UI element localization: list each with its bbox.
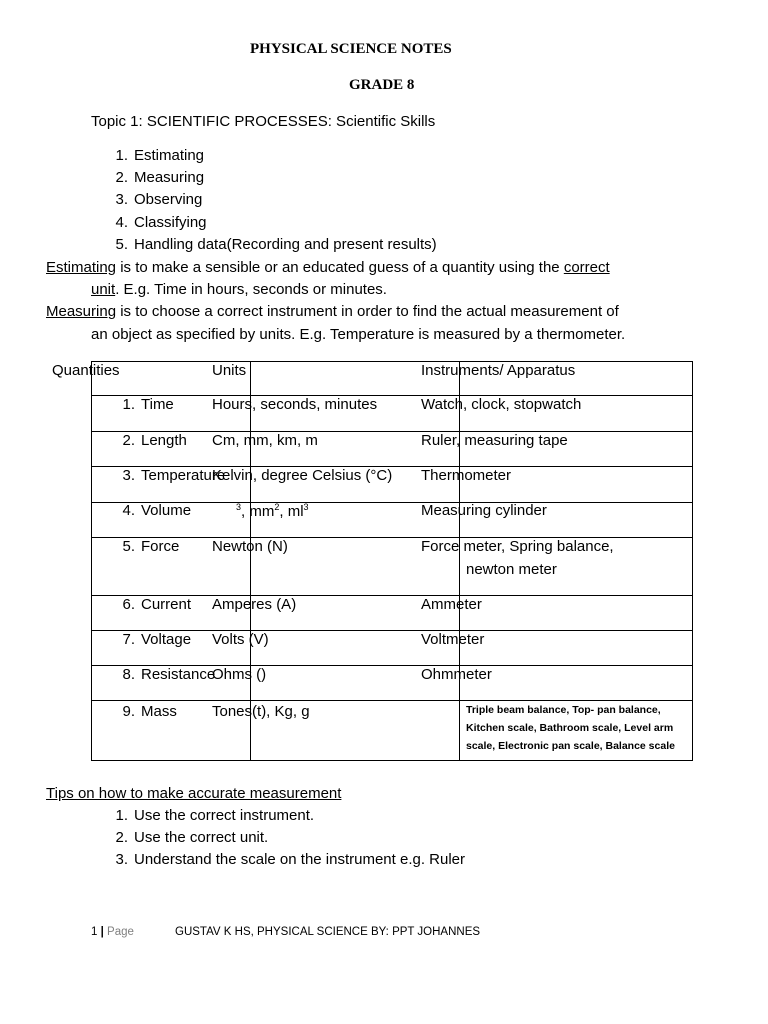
topic-heading: Topic 1: SCIENTIFIC PROCESSES: Scientific Skills (91, 113, 436, 130)
list-item: 3. Observing (115, 191, 203, 208)
unit-cell: Hours, seconds, minutes (212, 396, 378, 413)
unit-cell: Newton (N) (212, 538, 288, 555)
list-item: 1. Estimating (115, 147, 205, 164)
tips-heading: Tips on how to make accurate measurement (46, 785, 342, 802)
page-title: PHYSICAL SCIENCE NOTES (250, 41, 452, 57)
table-row: 2. Length (122, 432, 187, 449)
unit-cell: Kelvin, degree Celsius (°C) (212, 467, 393, 484)
header-quantities: Quantities (52, 362, 120, 379)
instrument-cell: Measuring cylinder (421, 502, 547, 519)
measuring-term: Measuring (46, 303, 117, 320)
unit-cell: Amperes (A) (212, 596, 297, 613)
footer-credit: GUSTAV K HS, PHYSICAL SCIENCE BY: PPT JOHANNES (175, 926, 481, 938)
grade-heading: GRADE 8 (349, 77, 415, 93)
table-row: 4. Volume (122, 502, 192, 519)
estimating-term: Estimating (46, 259, 117, 276)
header-instruments: Instruments/ Apparatus (421, 362, 576, 379)
table-row: 7. Voltage (122, 631, 192, 648)
measuring-definition-cont: an object as specified by units. E.g. Temperature is measured by a thermometer. (91, 326, 626, 343)
page-footer: 1 | Page (91, 926, 134, 938)
instrument-cell: Triple beam balance, Top- pan balance, Kitchen scale, Bathroom scale, Level arm scale, Electronic pan scale, Balance scale (466, 704, 675, 752)
instrument-cell: Ohmmeter (421, 666, 492, 683)
estimating-definition-cont: unit. E.g. Time in hours, seconds or minutes. (91, 281, 387, 298)
page-label: Page (107, 926, 134, 938)
unit-cell: Volts (V) (212, 631, 269, 648)
unit-cell: Cm, mm, km, m (212, 432, 318, 449)
table-row: 6. Current (122, 596, 192, 613)
table-row: 8. Resistance (122, 666, 216, 683)
unit-cell: $^3$, $mm^2$, $ml^3$ (236, 502, 309, 520)
instrument-cell: Thermometer (421, 467, 512, 484)
list-item: 2. Measuring (115, 169, 205, 186)
list-item: 4. Classifying (115, 214, 207, 231)
table-row: 1. Time (122, 396, 174, 413)
table-row: 5. Force (122, 538, 180, 555)
instrument-cell: Force meter, Spring balance, (421, 538, 614, 555)
unit-cell: Ohms () (212, 666, 267, 683)
instrument-cell: Ammeter (421, 596, 482, 613)
measuring-definition: Measuring is to choose a correct instrument in order to find the actual measurement of (46, 303, 619, 320)
instrument-cell: Voltmeter (421, 631, 485, 648)
list-item: 3. Understand the scale on the instrument e.g. Ruler (115, 851, 466, 868)
estimating-definition: Estimating is to make a sensible or an educated guess of a quantity using the correct (46, 259, 610, 276)
instrument-cell: Watch, clock, stopwatch (421, 396, 582, 413)
instrument-cell: Ruler, measuring tape (421, 432, 568, 449)
header-units: Units (212, 362, 247, 379)
list-item: 1. Use the correct instrument. (115, 807, 315, 824)
unit-cell: Tones(t), Kg, g (212, 703, 310, 720)
table-row: 9. Mass (122, 703, 177, 720)
list-item: 2. Use the correct unit. (115, 829, 269, 846)
instrument-cell-cont: newton meter (466, 561, 557, 578)
page-number: 1 (91, 926, 98, 938)
list-item: 5. Handling data(Recording and present results) (115, 236, 437, 253)
table-row: 3. Temperature (122, 467, 226, 484)
